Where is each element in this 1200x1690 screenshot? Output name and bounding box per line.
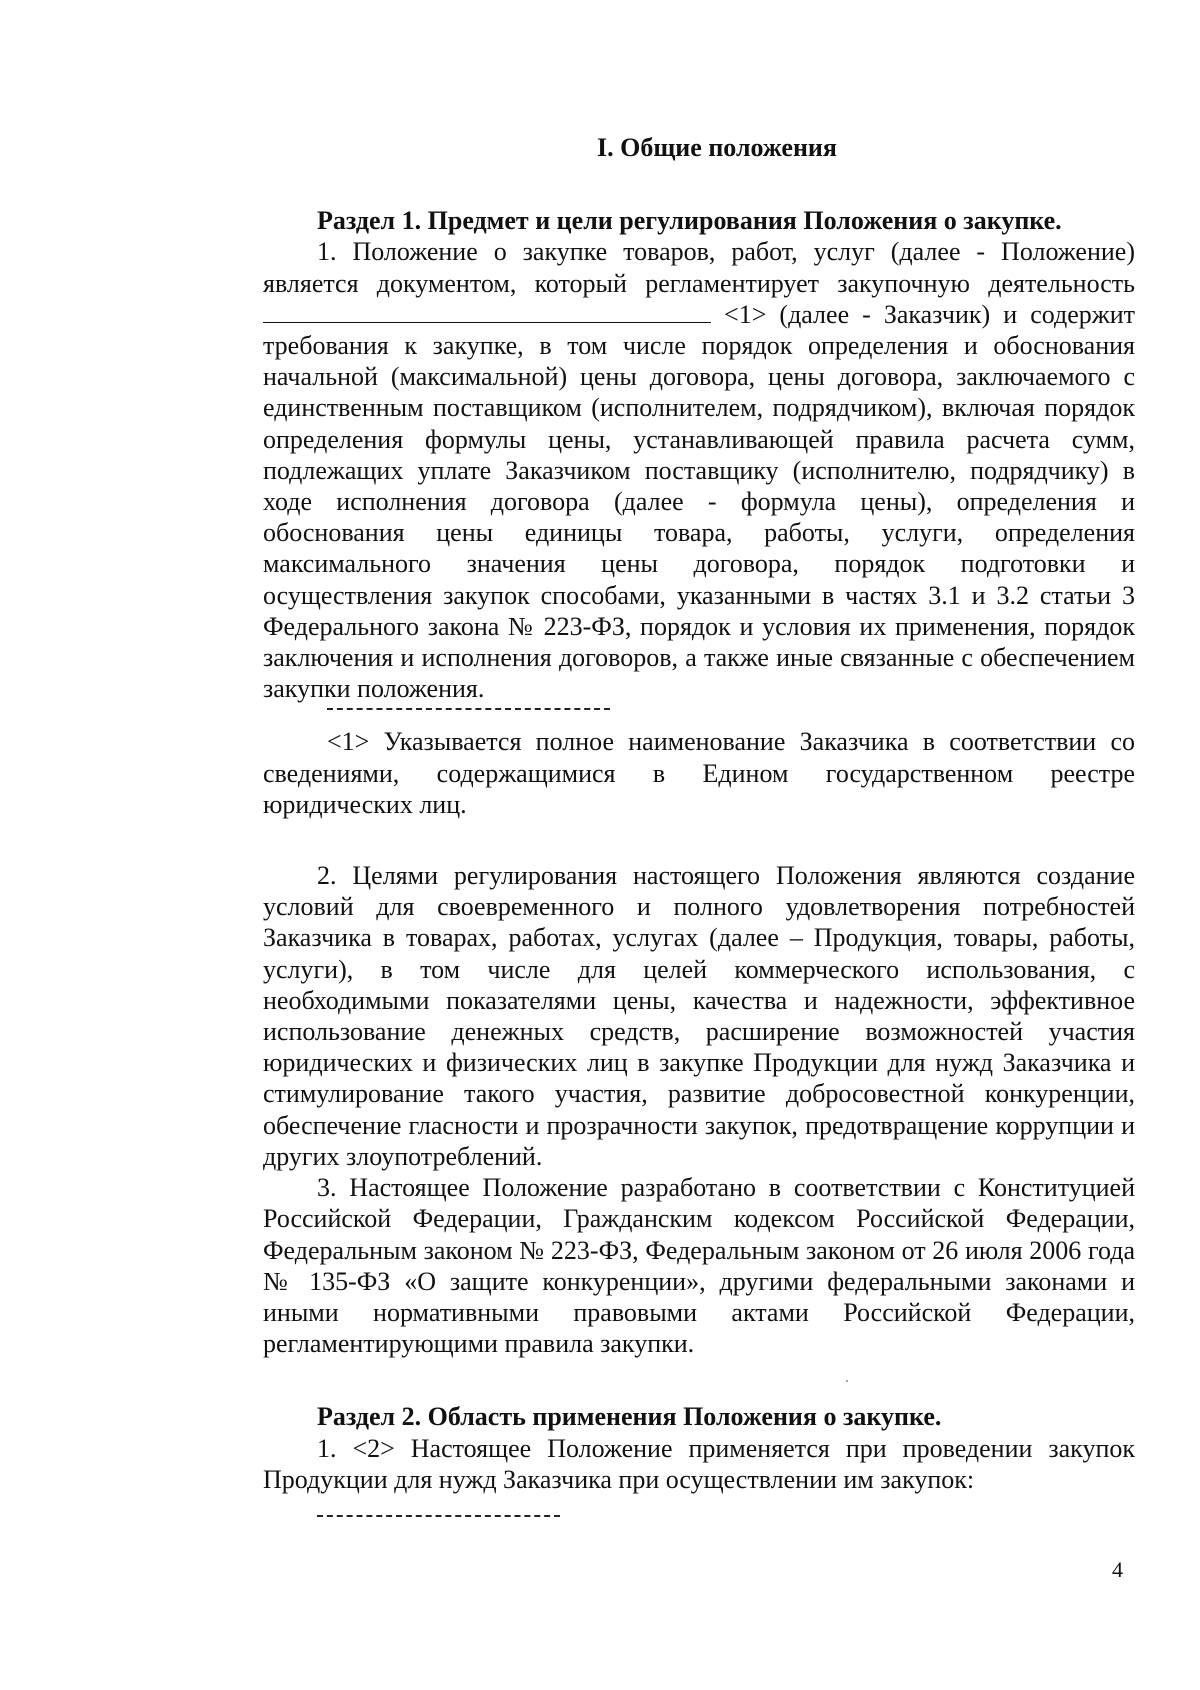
chapter-title: I. Общие положения — [597, 133, 837, 162]
footnote-1: <1> Указывается полное наименование Заказчика в соответствии со сведениями, содержащимися в Едином государственном реестре юридических лиц. — [263, 727, 1135, 819]
section-1-title: Раздел 1. Предмет и цели регулирования Положения о закупке. — [317, 206, 1062, 236]
scan-speck — [846, 1380, 848, 1382]
footnote-separator-2 — [317, 1515, 560, 1517]
customer-name-blank-field — [263, 300, 711, 323]
page-number: 4 — [1112, 1557, 1123, 1582]
section-1-paragraph-1-start: 1. Положение о закупке товаров, работ, услуг (далее - Положение) является документом, который регламентирует закупочную деятельность — [263, 237, 1135, 298]
footnote-separator — [327, 708, 610, 710]
section-1-paragraph-1 — [263, 236, 1135, 704]
section-2-title: Раздел 2. Область применения Положения о закупке. — [317, 1402, 942, 1432]
section-2-paragraph-1: 1. <2> Настоящее Положение применяется при проведении закупок Продукции для нужд Заказчика при осуществлении им закупок: — [263, 1433, 1135, 1494]
section-1-paragraph-3: 3. Настоящее Положение разработано в соответствии с Конституцией Российской Федерации, Гражданским кодексом Российской Федерации, Федеральным законом № 223-ФЗ, Федеральным законом от 26 июля 2006 года № 135-ФЗ «О защите конкуренции», другими федеральными законами и иными нормативными правовыми актами Российской Федерации, регламентирующими правила закупки. — [263, 1173, 1135, 1359]
spacer — [263, 820, 1135, 860]
section-1-paragraph-2: 2. Целями регулирования настоящего Положения являются создание условий для своевременного и полного удовлетворения потребностей Заказчика в товарах, работах, услугах (далее – Продукция, товары, работы, услуги), в том числе для целей коммерческого использования, с необходимыми показателями цены, качества и надежности, эффективное использование денежных средств, расширение возможностей участия юридических и физических лиц в закупке Продукции для нужд Заказчика и стимулирование такого участия, развитие добросовестной конкуренции, обеспечение гласности и прозрачности закупок, предотвращение коррупции и других злоупотреблений. — [263, 861, 1135, 1171]
section-1-paragraph-1-rest: <1> (далее - Заказчик) и содержит требования к закупке, в том числе порядок определения и обоснования начальной (максимальной) цены договора, цены договора, заключаемого с единственным поставщиком (исполнителем, подрядчиком), включая порядок определения формулы цены, устанавливающей правила расчета сумм, подлежащих уплате Заказчиком поставщику (исполнителю, подрядчику) в ходе исполнения договора (далее - формула цены), определения и обоснования цены единицы товара, работы, услуги, определения максимального значения цены договора, порядок подготовки и осуществления закупок способами, указанными в частях 3.1 и 3.2 статьи 3 Федерального закона № 223-ФЗ, порядок и условия их применения, порядок заключения и исполнения договоров, а также иные связанные с обеспечением закупки положения. — [263, 299, 1135, 704]
document-page — [263, 120, 1135, 1517]
